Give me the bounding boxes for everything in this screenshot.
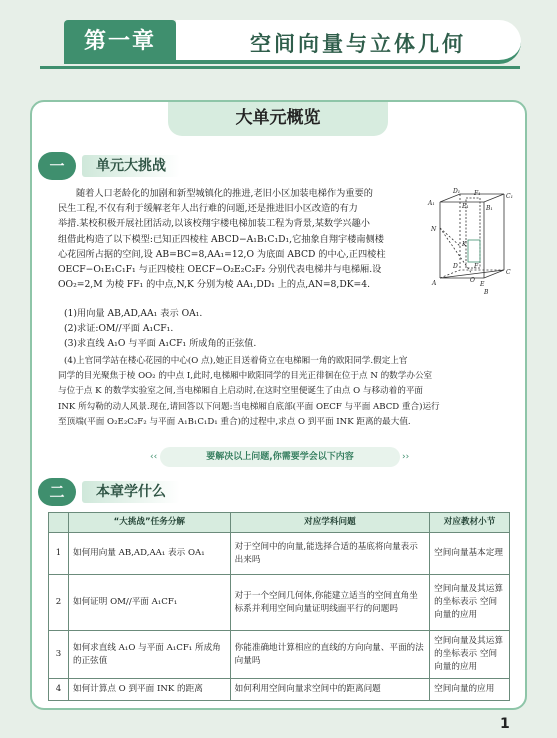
row-number: 2 [49, 575, 69, 631]
header-divider [40, 66, 520, 69]
question-2: (2)求证:OM//平面 A₁CF₁. [64, 323, 174, 335]
cta-banner: 要解决以上问题,你需要学会以下内容 [160, 447, 400, 467]
question-1: (1)用向量 AB,AD,AA₁ 表示 OA₁. [64, 308, 203, 319]
paragraph-line: 同学的目光聚焦于棱 OO₂ 的中点 I,此时,电梯厢中欧阳同学的目光正徘徊在位于点 N 的数学办公室 [58, 371, 433, 382]
label-F: F [474, 263, 479, 270]
label-K: K [462, 241, 467, 248]
paragraph-line: (4)上官同学站在楼心花园的中心(O 点),她正目送着倚立在电梯厢一角的欧阳同学.假定上官 [64, 356, 408, 366]
label-F1: F₁ [474, 190, 481, 197]
paragraph-line: 随着人口老龄化的加剧和新型城镇化的推进,老旧小区加装电梯作为重要的 [76, 188, 373, 199]
table-row [49, 679, 510, 701]
paragraph-line: 与位于点 K 的数学实验室之间,当电梯厢自上启动时,在这时空里便诞生了由点 O 与移动着的平面 [58, 386, 424, 397]
question-4-paragraph [58, 354, 514, 430]
paragraph-line: 心花园所占据的空间,设 AB=BC=8,AA₁=12,O 为底面 ABCD 的中心,正四棱柱 [58, 248, 386, 260]
table-row [49, 631, 510, 679]
row-task: 如何求直线 A₁O 与平面 A₁CF₁ 所成角的正弦值 [68, 631, 230, 679]
overview-title: 大单元概览 [168, 102, 388, 136]
section-label: 单元大挑战 [82, 155, 180, 177]
paragraph-line: 至顶端(平面 O₂E₂C₂F₂ 与平面 A₁B₁C₁D₁ 重合)的过程中,求点 O 到平面 INK 距离的最大值. [58, 416, 411, 427]
chapter-title: 空间向量与立体几何 [250, 32, 466, 56]
cta-right-chevron-icon: ›› [402, 452, 410, 462]
row-task: 如何用向量 AB,AD,AA₁ 表示 OA₁ [68, 533, 230, 575]
label-E: E [480, 281, 485, 288]
challenge-paragraph [58, 186, 422, 292]
cta-left-chevron-icon: ‹‹ [150, 452, 158, 462]
paragraph-line: 民生工程,不仅有利于缓解老年人出行难的问题,还是推进旧小区改造的有力 [58, 203, 358, 215]
row-question: 对于空间中的向量,能选择合适的基底将向量表示出来吗 [230, 533, 430, 575]
section-number: 一 [38, 152, 76, 180]
label-O: O [470, 277, 475, 284]
row-section: 空间向量基本定理 [430, 533, 510, 575]
row-section: 空间向量的应用 [430, 679, 510, 701]
chapter-header [0, 0, 557, 82]
challenge-questions [64, 306, 424, 352]
row-question: 对于一个空间几何体,你能建立适当的空间直角坐标系并利用空间向量证明线面平行的问题吗 [230, 575, 430, 631]
prism-figure [426, 188, 514, 296]
question-3: (3)求直线 A₁O 与平面 A₁CF₁ 所成角的正弦值. [64, 338, 257, 350]
row-section: 空间向量及其运算的坐标表示 空间向量的应用 [430, 631, 510, 679]
study-table [48, 512, 510, 701]
label-D1: D₁ [453, 188, 461, 195]
chapter-label: 第一章 [64, 20, 176, 64]
label-D: D [453, 263, 458, 270]
page-number: 1 [500, 716, 510, 732]
section-number: 二 [38, 478, 76, 506]
header-question: 对应学科问题 [230, 513, 430, 533]
row-number: 1 [49, 533, 69, 575]
table-header-row [49, 513, 510, 533]
row-number: 4 [49, 679, 69, 701]
row-section: 空间向量及其运算的坐标表示 空间向量的应用 [430, 575, 510, 631]
elevator-car [468, 240, 480, 262]
paragraph-line: 举措.某校积极开展社团活动,以该校翔宇楼电梯加装工程为背景,某数学兴趣小 [58, 218, 370, 230]
section-header-challenge [38, 152, 238, 180]
row-question: 如何利用空间向量求空间中的距离问题 [230, 679, 430, 701]
label-A1: A₁ [428, 200, 435, 207]
paragraph-line: INK 所勾勒的动人风景.现在,请回答以下问题:当电梯厢自底部(平面 OECF 与平面 ABCD 重合)运行 [58, 401, 440, 412]
header-blank [49, 513, 69, 533]
paragraph-line: OECF−O₁E₁C₁F₁ 与正四棱柱 OECF−O₂E₂C₂F₂ 分别代表电梯井与电梯厢.设 [58, 264, 382, 276]
row-task: 如何证明 OM//平面 A₁CF₁ [68, 575, 230, 631]
segment-NK [440, 228, 460, 246]
label-B: B [484, 289, 489, 296]
table-row [49, 533, 510, 575]
table-row [49, 575, 510, 631]
label-B1: B₁ [486, 205, 493, 212]
row-task: 如何计算点 O 到平面 INK 的距离 [68, 679, 230, 701]
row-number: 3 [49, 631, 69, 679]
label-N: N [431, 226, 437, 233]
paragraph-line: 组借此构造了以下模型:已知正四棱柱 ABCD−A₁B₁C₁D₁,它抽象自翔宇楼南侧楼 [58, 233, 384, 245]
prism-top-face [440, 194, 504, 202]
label-C1: C₁ [506, 193, 513, 200]
section-label: 本章学什么 [82, 481, 180, 503]
label-C: C [506, 269, 511, 276]
paragraph-line: OO₂=2,M 为棱 FF₁ 的中点,N,K 分别为棱 AA₁,DD₁ 上的点,AN=8,DK=4. [58, 279, 371, 291]
label-A: A [432, 280, 437, 287]
label-E1: E₁ [462, 203, 469, 210]
header-task: “大挑战”任务分解 [68, 513, 230, 533]
header-section: 对应教材小节 [430, 513, 510, 533]
row-question: 你能准确地计算相应的直线的方向向量、平面的法向量吗 [230, 631, 430, 679]
section-header-study [38, 478, 238, 506]
